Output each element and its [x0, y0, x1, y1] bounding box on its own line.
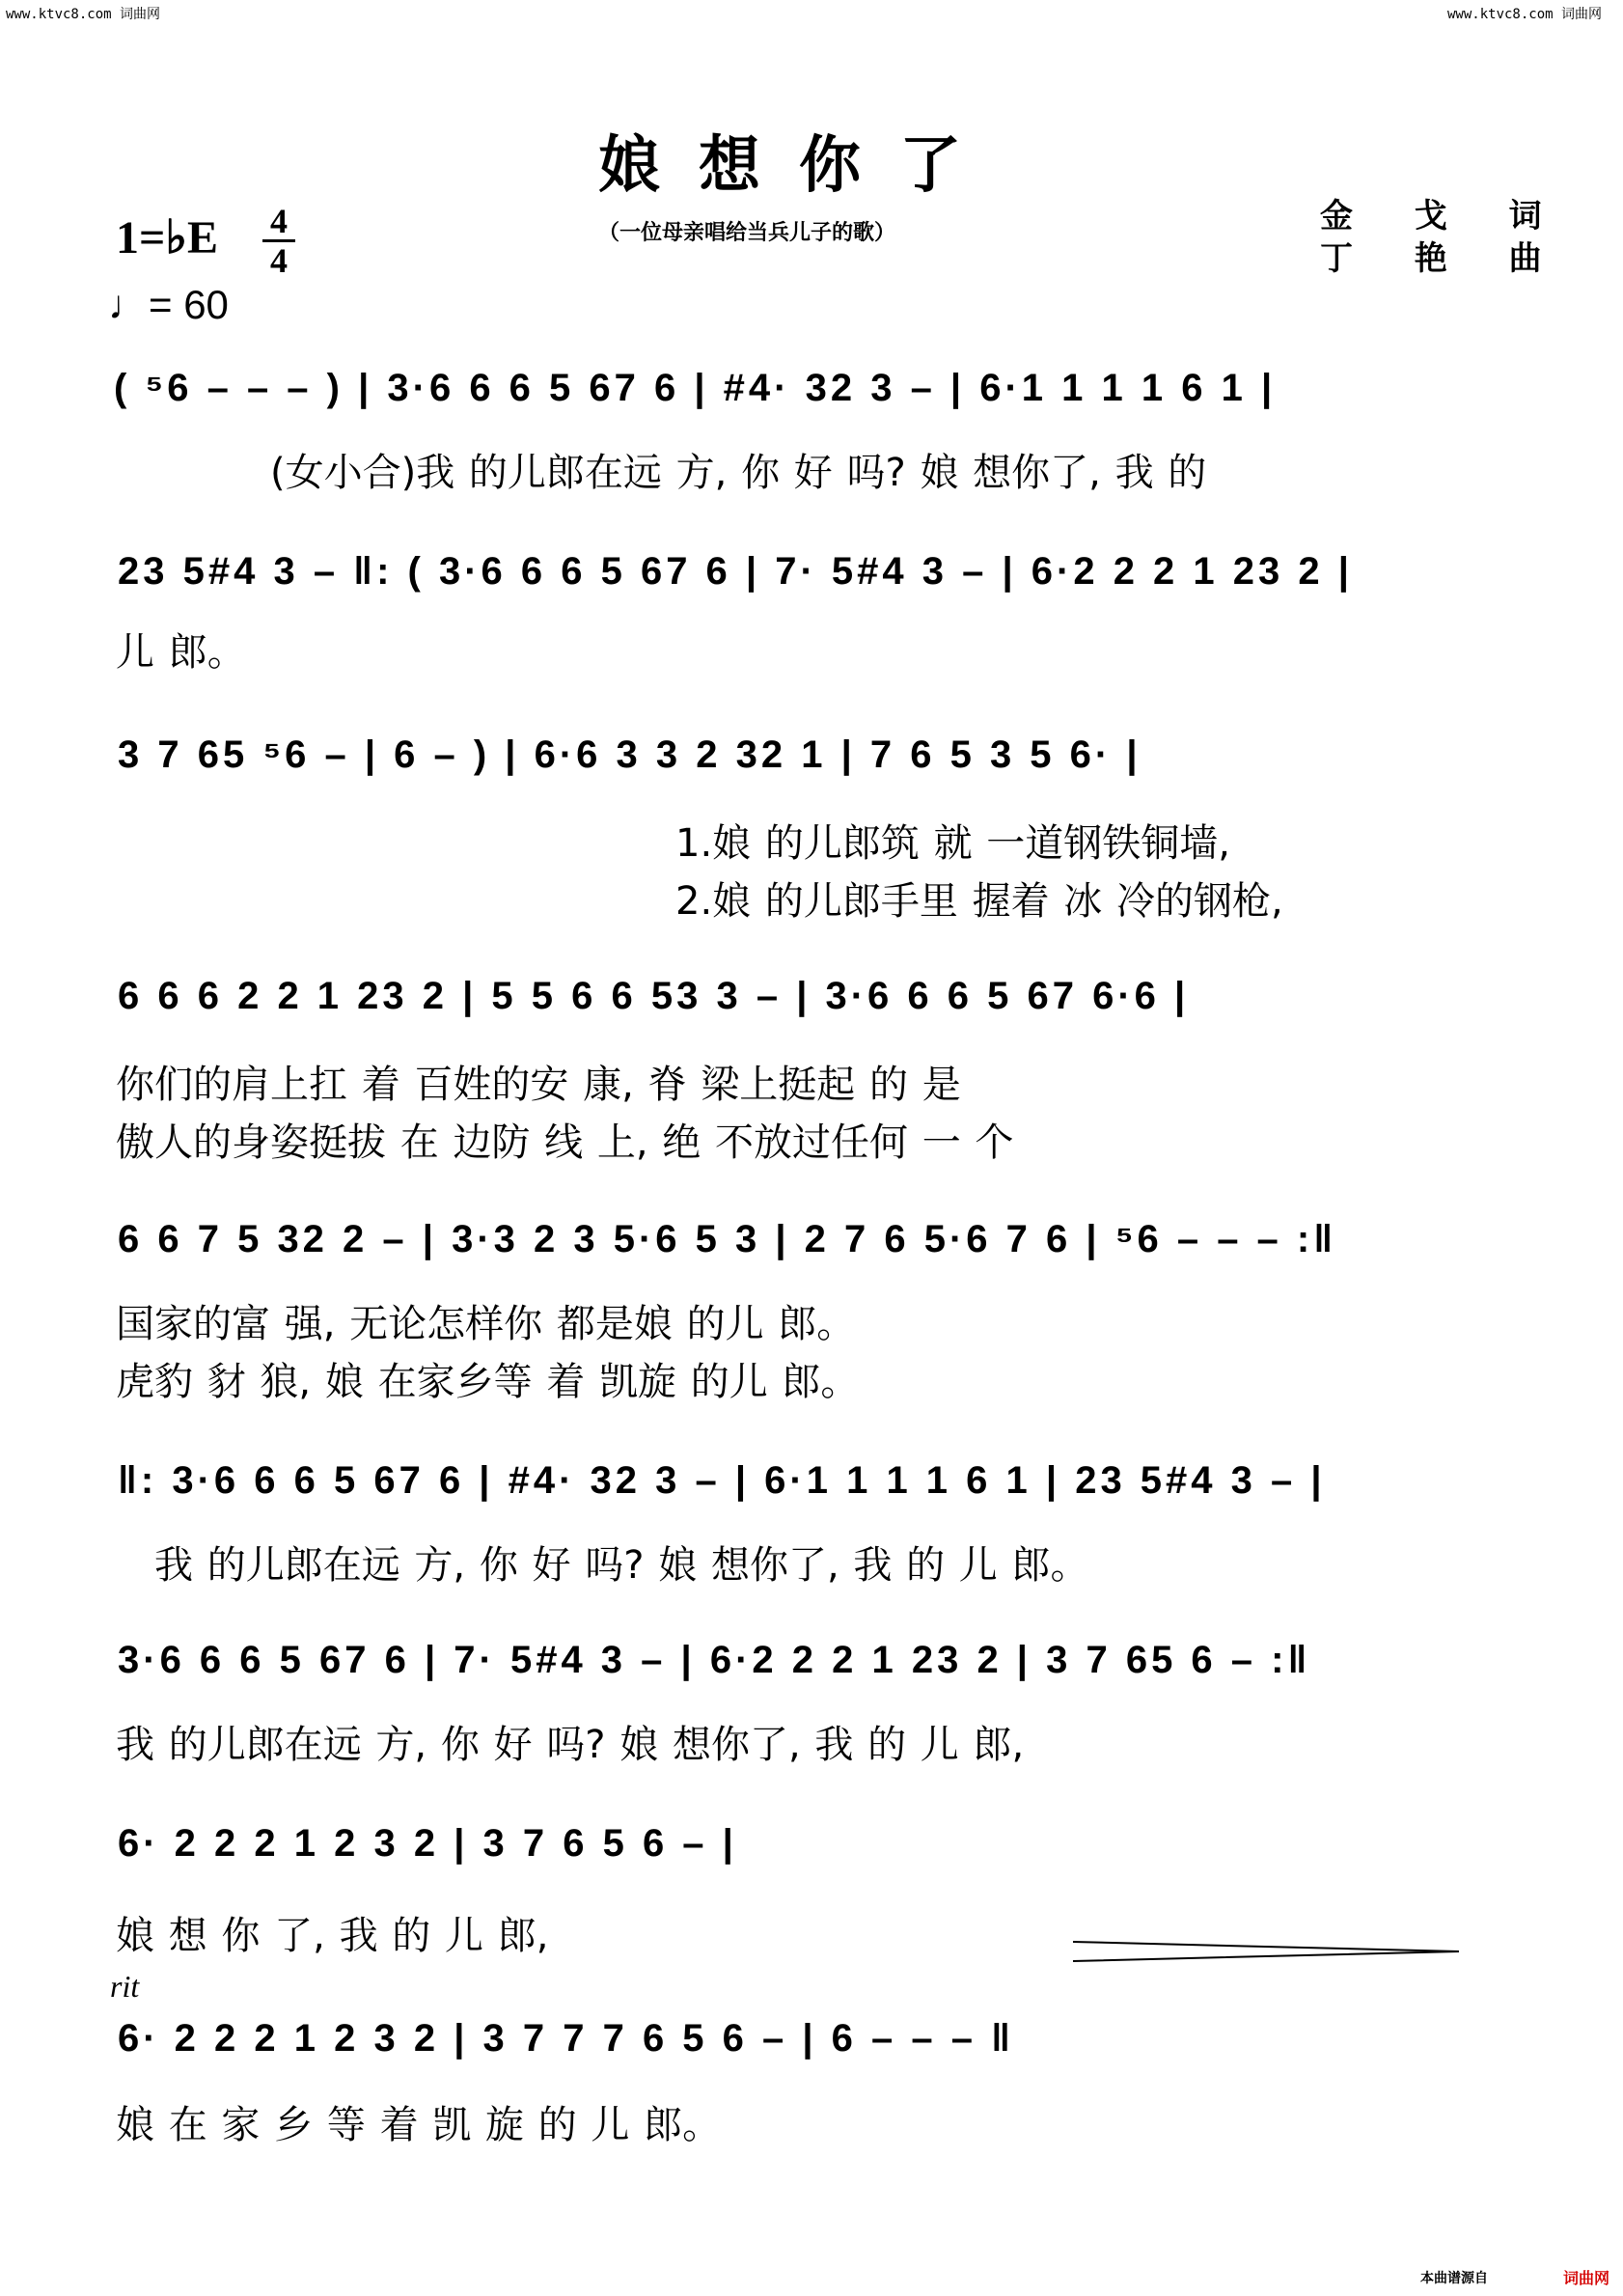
notation-line-9: 6· 2 2 2 1 2 3 2 | 3 7 7 7 6 5 6 – | 6 – – – ‖	[118, 2017, 1015, 2060]
tempo-marking	[108, 282, 229, 328]
source-note: 本曲谱源自	[1420, 2271, 1488, 2286]
key-signature: 1=♭E	[116, 212, 219, 263]
lyricist-credit: 金 戈 词	[1320, 197, 1567, 235]
quarter-note-icon: ♩	[108, 282, 149, 327]
lyric-line-4a: 你们的肩上扛 着 百姓的安 康, 脊 梁上挺起 的 是	[116, 1063, 961, 1107]
hairpin-icon	[1073, 1940, 1459, 1963]
composer-credit: 丁 艳 曲	[1320, 239, 1567, 278]
watermark-left: www.ktvc8.com 词曲网	[6, 7, 161, 22]
lyric-line-9: 娘 在 家 乡 等 着 凯 旋 的 儿 郎。	[116, 2103, 722, 2147]
notation-line-3: 3 7 65 ⁵6 – | 6 – ) | 6·6 3 3 2 32 1 | 7 6 5 3 5 6· |	[118, 733, 1142, 776]
lyric-line-6: 我 的儿郎在远 方, 你 好 吗? 娘 想你了, 我 的 儿 郎。	[154, 1543, 1089, 1588]
lyric-line-7: 我 的儿郎在远 方, 你 好 吗? 娘 想你了, 我 的 儿 郎,	[116, 1723, 1025, 1767]
notation-line-1: ( ⁵6 – – – ) | 3·6 6 6 5 67 6 | #4· 32 3 – | 6·1 1 1 1 6 1 |	[114, 367, 1277, 409]
time-signature-bottom: 4	[270, 241, 288, 280]
song-subtitle: （一位母亲唱给当兵儿子的歌）	[598, 220, 896, 245]
lyric-line-1: (女小合)我 的儿郎在远 方, 你 好 吗? 娘 想你了, 我 的	[270, 451, 1207, 495]
lyric-line-4b: 傲人的身姿挺拔 在 边防 线 上, 绝 不放过任何 一 个	[116, 1120, 1014, 1165]
notation-line-8: 6· 2 2 2 1 2 3 2 | 3 7 6 5 6 – |	[118, 1822, 737, 1865]
source-logo: 词曲网	[1563, 2269, 1610, 2287]
time-signature	[262, 202, 295, 280]
ritardando-marking: rit	[110, 1969, 140, 2004]
tempo-value: = 60	[149, 282, 229, 327]
notation-line-7: 3·6 6 6 5 67 6 | 7· 5#4 3 – | 6·2 2 2 1 23 2 | 3 7 65 6 – :‖	[118, 1639, 1311, 1681]
notation-line-4: 6 6 6 2 2 1 23 2 | 5 5 6 6 53 3 – | 3·6 6 6 5 67 6·6 |	[118, 975, 1190, 1017]
notation-line-2: 23 5#4 3 – ‖: ( 3·6 6 6 5 67 6 | 7· 5#4 3 – | 6·2 2 2 1 23 2 |	[118, 550, 1353, 593]
lyric-line-3b: 2.娘 的儿郎手里 握着 冰 冷的钢枪,	[675, 879, 1283, 924]
time-signature-top: 4	[270, 202, 288, 240]
lyric-line-2: 儿 郎。	[116, 630, 246, 675]
notation-line-5: 6 6 7 5 32 2 – | 3·3 2 3 5·6 5 3 | 2 7 6 5·6 7 6 | ⁵6 – – – :‖	[118, 1218, 1337, 1260]
lyric-line-5b: 虎豹 豺 狼, 娘 在家乡等 着 凯旋 的儿 郎。	[116, 1360, 860, 1404]
lyric-line-8: 娘 想 你 了, 我 的 儿 郎,	[116, 1914, 549, 1958]
notation-line-6: ‖: 3·6 6 6 5 67 6 | #4· 32 3 – | 6·1 1 1 1 6 1 | 23 5#4 3 – |	[118, 1459, 1326, 1502]
watermark-right: www.ktvc8.com 词曲网	[1447, 7, 1603, 22]
lyric-line-5a: 国家的富 强, 无论怎样你 都是娘 的儿 郎。	[116, 1302, 856, 1346]
lyric-line-3a: 1.娘 的儿郎筑 就 一道钢铁铜墙,	[675, 821, 1231, 866]
song-title: 娘想你了	[598, 129, 1000, 202]
decrescendo-hairpin	[1073, 1940, 1459, 1963]
